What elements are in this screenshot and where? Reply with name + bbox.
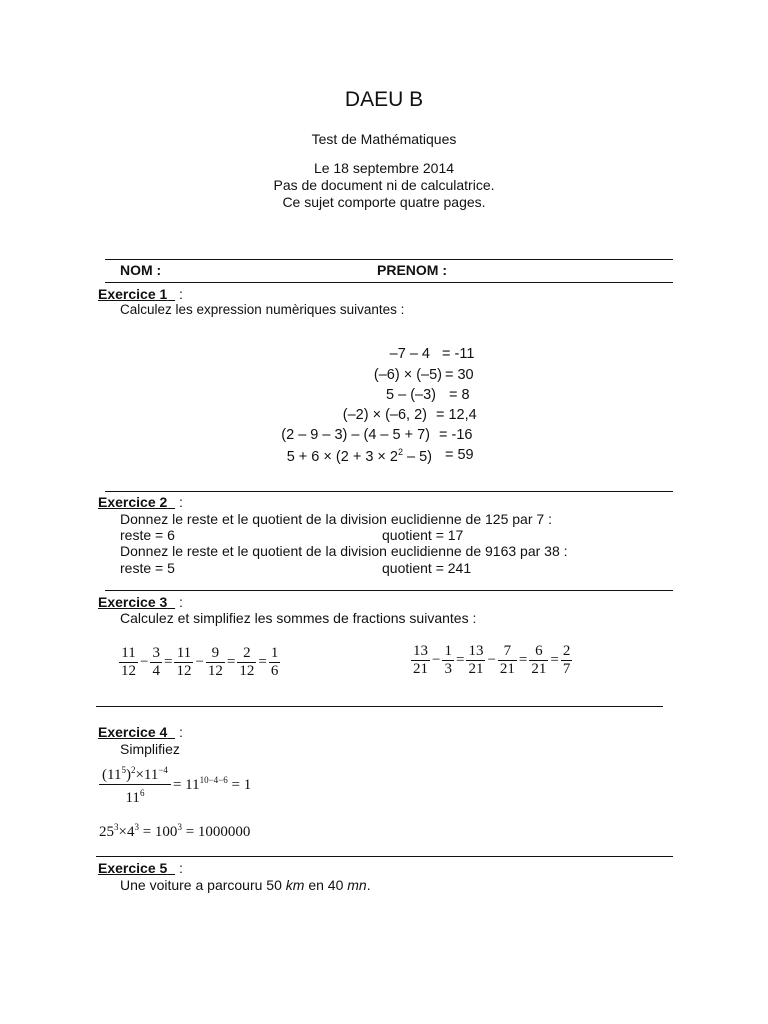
exercise-4-title: Exercice 4 : [98, 724, 183, 740]
ex2-remainder-1: reste = 6 [120, 527, 175, 543]
exercise-3-title: Exercice 3 : [98, 594, 183, 610]
ex2-quotient-1: quotient = 17 [382, 527, 464, 543]
divider [105, 491, 673, 492]
exercise-4-instruction: Simplifiez [120, 741, 180, 757]
ex1-answer: = 8 [449, 387, 470, 403]
exercise-1-label: Exercice 1 [98, 286, 168, 302]
ex1-answer: = 12,4 [436, 407, 477, 423]
ex1-answer: = -16 [439, 427, 473, 443]
nom-label: NOM : [120, 262, 162, 278]
page-title: DAEU B [344, 88, 424, 111]
exam-rule-documents: Pas de document ni de calculatrice. [273, 177, 495, 193]
ex2-remainder-2: reste = 5 [120, 560, 175, 576]
ex1-expression: –7 – 4 [389, 346, 430, 362]
exercise-2-title: Exercice 2 : [98, 494, 183, 510]
exam-info [0, 160, 768, 211]
divider [105, 259, 673, 260]
ex1-answer: = 30 [445, 367, 474, 383]
ex2-question-2: Donnez le reste et le quotient de la division euclidienne de 9163 par 38 : [120, 543, 568, 559]
exercise-5-title: Exercice 5 : [98, 860, 183, 876]
ex1-expression: 5 – (–3) [386, 387, 436, 403]
exercise-5-text: Une voiture a parcouru 50 km en 40 mn. [120, 877, 371, 893]
ex2-question-1: Donnez le reste et le quotient de la division euclidienne de 125 par 7 : [120, 511, 552, 527]
ex1-expression: $5 + 6 \times (2 + 3 \times 2^2 - 5)$ [286, 447, 432, 465]
ex4-product-expression: $25^3\times 4^3 = 100^3 = 1000000$ [99, 822, 251, 840]
page-subtitle: Test de Mathématiques [311, 131, 457, 147]
ex1-answer: = -11 [442, 346, 475, 362]
exercise-1-instruction: Calculez les expression numèriques suivantes : [120, 302, 405, 317]
ex4-power-expression: $\frac{(11^5)^2\times 11^{-4}}{11^6}$ = $11^{10-4-6} = 1$ [98, 762, 252, 807]
exercise-3-instruction: Calculez et simplifiez les sommes de fractions suivantes : [120, 610, 477, 626]
ex1-expression: (2 – 9 – 3) – (4 – 5 + 7) [281, 427, 430, 443]
exercise-1-title: Exercice 1 : [98, 286, 183, 302]
ex3-fraction-sum-right: $\frac{13}{21}$ − $\frac{1}{3}$ = $\frac{13}{21}$ − $\frac{7}{21}$ = $\frac{6}{21}$ = $\frac{2}{7}$ [413, 643, 571, 677]
exam-date: Le 18 septembre 2014 [313, 160, 455, 176]
ex3-fraction-sum-left: $\frac{11}{12}$ − $\frac{3}{4}$ = $\frac{11}{12}$ − $\frac{9}{12}$ = $\frac{2}{12}$ = $\frac{1}{6}$ [121, 645, 279, 679]
prenom-label: PRENOM : [377, 262, 447, 278]
divider [96, 706, 663, 707]
exam-rule-pages: Ce sujet comporte quatre pages. [282, 194, 486, 210]
ex1-expression: (–6) × (–5) [373, 367, 442, 383]
ex1-answer: = 59 [445, 447, 474, 463]
ex2-quotient-2: quotient = 241 [382, 560, 472, 576]
divider [105, 282, 673, 283]
divider [105, 590, 673, 591]
divider [96, 856, 673, 857]
ex1-expression: (–2) × (–6, 2) [342, 407, 427, 423]
